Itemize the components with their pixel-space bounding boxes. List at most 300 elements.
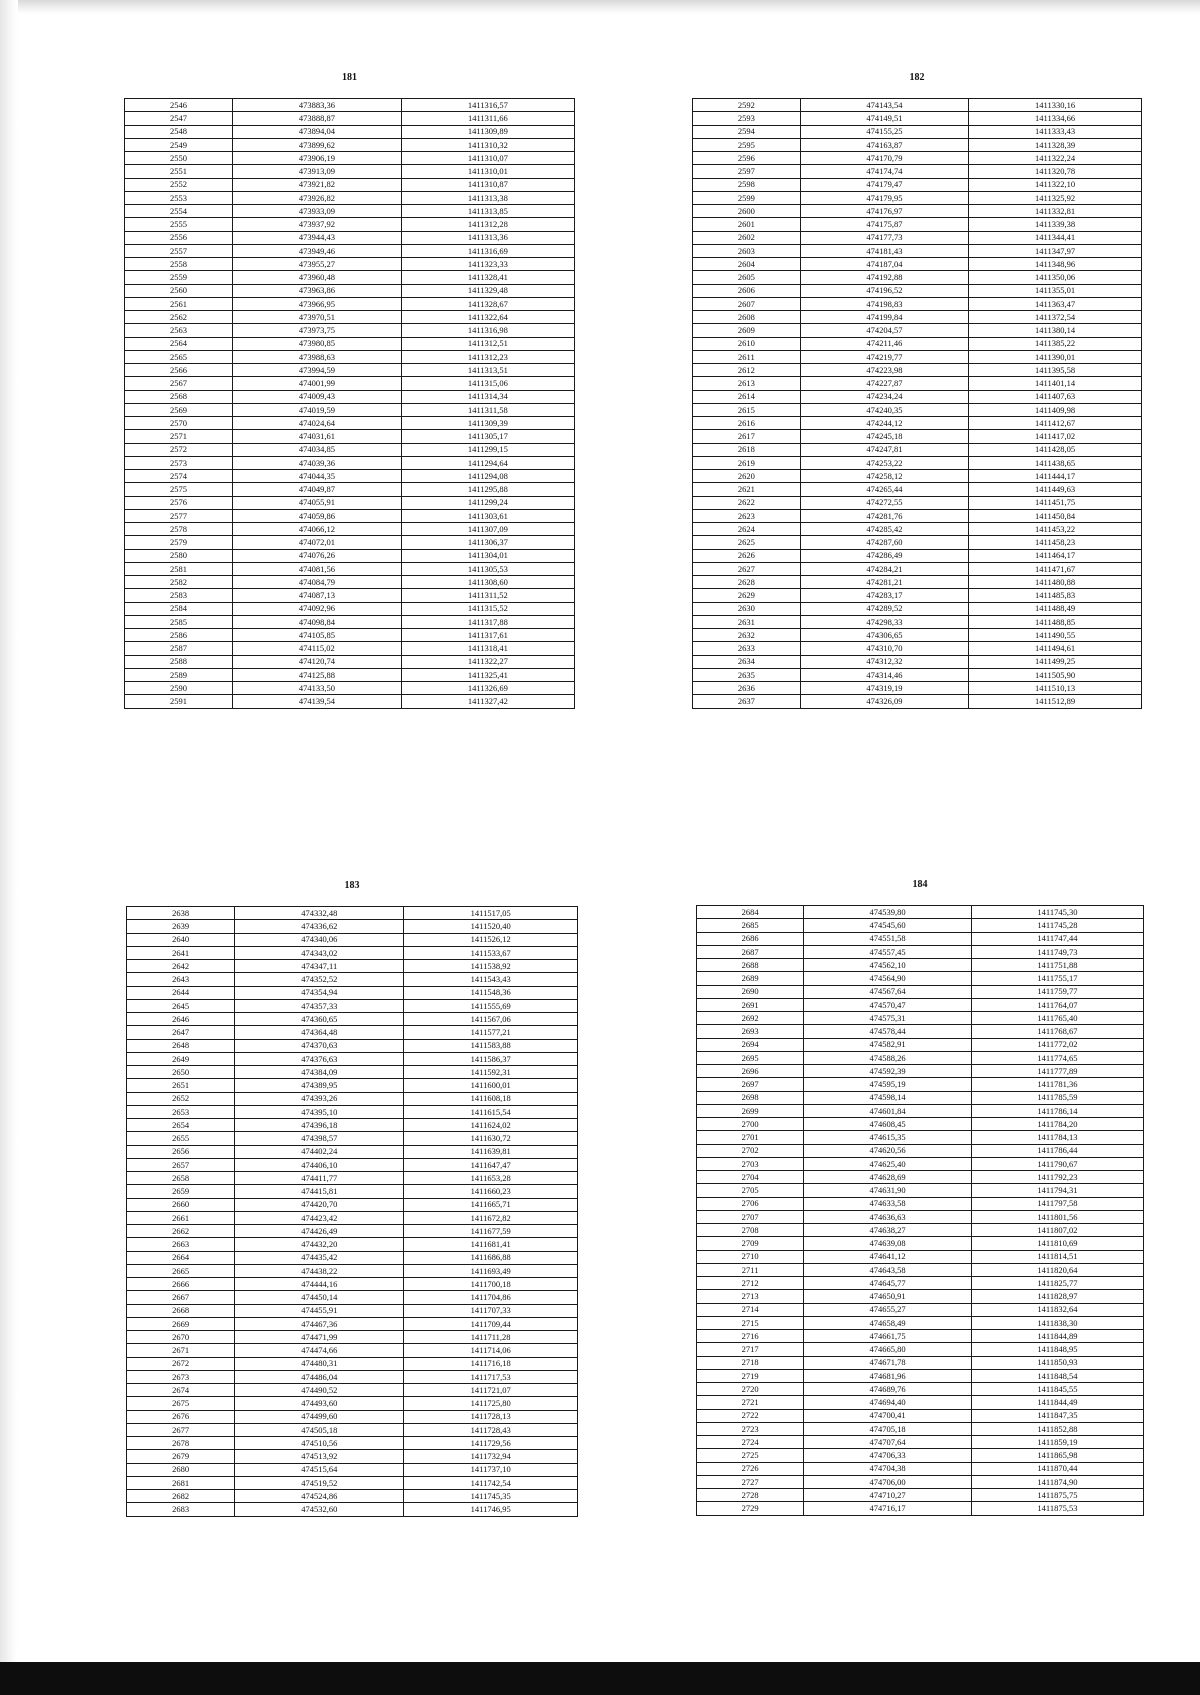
point-number-cell: 2684 [697,906,804,919]
y-coordinate-cell: 1411749,73 [971,945,1143,958]
x-coordinate-cell: 474175,87 [800,218,968,231]
y-coordinate-cell: 1411417,02 [969,430,1142,443]
table-row [693,536,1142,549]
x-coordinate-cell: 474245,18 [800,430,968,443]
y-coordinate-cell: 1411306,37 [401,536,574,549]
x-coordinate-cell: 474601,84 [804,1104,972,1117]
x-coordinate-cell: 474055,91 [233,496,402,509]
table-row [693,350,1142,363]
point-number-cell: 2549 [125,138,233,151]
y-coordinate-cell: 1411746,95 [404,1503,578,1516]
y-coordinate-cell: 1411660,23 [404,1185,578,1198]
point-number-cell: 2721 [697,1396,804,1409]
x-coordinate-cell: 474281,21 [800,576,968,589]
point-number-cell: 2634 [693,655,801,668]
x-coordinate-cell: 474467,36 [235,1317,404,1330]
y-coordinate-cell: 1411785,59 [971,1091,1143,1104]
point-number-cell: 2653 [127,1105,235,1118]
x-coordinate-cell: 474031,61 [233,430,402,443]
coordinates-table [124,98,575,709]
y-coordinate-cell: 1411845,55 [971,1383,1143,1396]
point-number-cell: 2562 [125,311,233,324]
y-coordinate-cell: 1411790,67 [971,1157,1143,1170]
point-number-cell: 2666 [127,1278,235,1291]
y-coordinate-cell: 1411784,20 [971,1118,1143,1131]
point-number-cell: 2702 [697,1144,804,1157]
point-number-cell: 2700 [697,1118,804,1131]
y-coordinate-cell: 1411348,96 [969,258,1142,271]
point-number-cell: 2688 [697,959,804,972]
table-row [127,1317,578,1330]
y-coordinate-cell: 1411764,07 [971,998,1143,1011]
x-coordinate-cell: 474524,86 [235,1490,404,1503]
table-row [127,1026,578,1039]
point-number-cell: 2575 [125,483,233,496]
table-row [697,1197,1144,1210]
x-coordinate-cell: 474286,49 [800,549,968,562]
table-row [697,1250,1144,1263]
table-row [125,311,575,324]
table-row [697,1025,1144,1038]
point-number-cell: 2699 [697,1104,804,1117]
point-number-cell: 2571 [125,430,233,443]
y-coordinate-cell: 1411786,44 [971,1144,1143,1157]
y-coordinate-cell: 1411490,55 [969,629,1142,642]
table-row [125,337,575,350]
y-coordinate-cell: 1411681,41 [404,1238,578,1251]
table-row [697,1290,1144,1303]
table-row [693,390,1142,403]
y-coordinate-cell: 1411711,28 [404,1331,578,1344]
point-number-cell: 2709 [697,1237,804,1250]
table-row [693,483,1142,496]
point-number-cell: 2646 [127,1013,235,1026]
table-row [697,1210,1144,1223]
scan-shadow-top [0,0,1200,14]
y-coordinate-cell: 1411310,07 [401,152,574,165]
x-coordinate-cell: 474155,25 [800,125,968,138]
x-coordinate-cell: 474444,16 [235,1278,404,1291]
y-coordinate-cell: 1411294,08 [401,470,574,483]
y-coordinate-cell: 1411608,18 [404,1092,578,1105]
table-row [127,1476,578,1489]
scan-shadow-left [0,0,18,1695]
y-coordinate-cell: 1411807,02 [971,1224,1143,1237]
table-row [693,311,1142,324]
table-row [125,377,575,390]
table-row [127,1132,578,1145]
table-row [125,523,575,536]
y-coordinate-cell: 1411583,88 [404,1039,578,1052]
y-coordinate-cell: 1411325,41 [401,668,574,681]
table-row [693,377,1142,390]
y-coordinate-cell: 1411555,69 [404,999,578,1012]
x-coordinate-cell: 473894,04 [233,125,402,138]
x-coordinate-cell: 474716,17 [804,1502,972,1515]
y-coordinate-cell: 1411310,01 [401,165,574,178]
x-coordinate-cell: 474608,45 [804,1118,972,1131]
point-number-cell: 2657 [127,1158,235,1171]
point-number-cell: 2701 [697,1131,804,1144]
table-row [693,297,1142,310]
point-number-cell: 2589 [125,668,233,681]
point-number-cell: 2559 [125,271,233,284]
x-coordinate-cell: 474049,87 [233,483,402,496]
y-coordinate-cell: 1411407,63 [969,390,1142,403]
x-coordinate-cell: 474098,84 [233,615,402,628]
point-number-cell: 2673 [127,1370,235,1383]
y-coordinate-cell: 1411517,05 [404,907,578,920]
table-row [127,920,578,933]
point-number-cell: 2718 [697,1356,804,1369]
y-coordinate-cell: 1411751,88 [971,959,1143,972]
x-coordinate-cell: 474532,60 [235,1503,404,1516]
x-coordinate-cell: 473937,92 [233,218,402,231]
table-row [127,1158,578,1171]
point-number-cell: 2593 [693,112,801,125]
y-coordinate-cell: 1411728,13 [404,1410,578,1423]
table-row [697,1065,1144,1078]
table-row [693,509,1142,522]
table-row [697,1475,1144,1488]
x-coordinate-cell: 474084,79 [233,576,402,589]
x-coordinate-cell: 474426,49 [235,1225,404,1238]
table-row [127,1225,578,1238]
x-coordinate-cell: 474639,08 [804,1237,972,1250]
table-row [125,615,575,628]
table-row [697,1303,1144,1316]
x-coordinate-cell: 474289,52 [800,602,968,615]
y-coordinate-cell: 1411313,51 [401,364,574,377]
point-number-cell: 2547 [125,112,233,125]
point-number-cell: 2665 [127,1264,235,1277]
x-coordinate-cell: 474179,95 [800,191,968,204]
x-coordinate-cell: 474001,99 [233,377,402,390]
point-number-cell: 2694 [697,1038,804,1051]
x-coordinate-cell: 473955,27 [233,258,402,271]
table-row [125,470,575,483]
point-number-cell: 2591 [125,695,233,708]
x-coordinate-cell: 474360,65 [235,1013,404,1026]
x-coordinate-cell: 473926,82 [233,191,402,204]
point-number-cell: 2566 [125,364,233,377]
table-row [697,1012,1144,1025]
table-row [127,933,578,946]
x-coordinate-cell: 474310,70 [800,642,968,655]
y-coordinate-cell: 1411329,48 [401,284,574,297]
y-coordinate-cell: 1411797,58 [971,1197,1143,1210]
table-row [125,430,575,443]
y-coordinate-cell: 1411745,30 [971,906,1143,919]
table-row [693,125,1142,138]
y-coordinate-cell: 1411317,88 [401,615,574,628]
table-row [125,695,575,708]
x-coordinate-cell: 474578,44 [804,1025,972,1038]
table-row [125,205,575,218]
point-number-cell: 2629 [693,589,801,602]
y-coordinate-cell: 1411810,69 [971,1237,1143,1250]
y-coordinate-cell: 1411693,49 [404,1264,578,1277]
y-coordinate-cell: 1411294,64 [401,456,574,469]
point-number-cell: 2723 [697,1422,804,1435]
x-coordinate-cell: 474034,85 [233,443,402,456]
y-coordinate-cell: 1411615,54 [404,1105,578,1118]
point-number-cell: 2561 [125,297,233,310]
point-number-cell: 2564 [125,337,233,350]
coordinates-table [126,906,578,1517]
x-coordinate-cell: 474326,09 [800,695,968,708]
y-coordinate-cell: 1411485,83 [969,589,1142,602]
point-number-cell: 2729 [697,1502,804,1515]
y-coordinate-cell: 1411677,59 [404,1225,578,1238]
x-coordinate-cell: 474181,43 [800,244,968,257]
y-coordinate-cell: 1411401,14 [969,377,1142,390]
x-coordinate-cell: 474595,19 [804,1078,972,1091]
point-number-cell: 2716 [697,1330,804,1343]
y-coordinate-cell: 1411759,77 [971,985,1143,998]
point-number-cell: 2652 [127,1092,235,1105]
y-coordinate-cell: 1411409,98 [969,403,1142,416]
x-coordinate-cell: 474493,60 [235,1397,404,1410]
y-coordinate-cell: 1411781,36 [971,1078,1143,1091]
table-row [693,218,1142,231]
x-coordinate-cell: 474125,88 [233,668,402,681]
table-row [125,271,575,284]
x-coordinate-cell: 474044,35 [233,470,402,483]
table-row [127,1291,578,1304]
y-coordinate-cell: 1411672,82 [404,1211,578,1224]
point-number-cell: 2692 [697,1012,804,1025]
x-coordinate-cell: 474411,77 [235,1172,404,1185]
x-coordinate-cell: 474393,26 [235,1092,404,1105]
y-coordinate-cell: 1411390,01 [969,350,1142,363]
table-row [693,668,1142,681]
point-number-cell: 2682 [127,1490,235,1503]
y-coordinate-cell: 1411848,54 [971,1369,1143,1382]
y-coordinate-cell: 1411316,57 [401,99,574,112]
y-coordinate-cell: 1411820,64 [971,1263,1143,1276]
table-row [125,297,575,310]
table-row [697,985,1144,998]
x-coordinate-cell: 474219,77 [800,350,968,363]
y-coordinate-cell: 1411512,89 [969,695,1142,708]
table-row [697,932,1144,945]
y-coordinate-cell: 1411311,58 [401,403,574,416]
x-coordinate-cell: 474575,31 [804,1012,972,1025]
table-row [125,165,575,178]
point-number-cell: 2585 [125,615,233,628]
x-coordinate-cell: 474450,14 [235,1291,404,1304]
point-number-cell: 2690 [697,985,804,998]
y-coordinate-cell: 1411737,10 [404,1463,578,1476]
table-row [127,1052,578,1065]
table-row [127,1066,578,1079]
x-coordinate-cell: 474163,87 [800,138,968,151]
x-coordinate-cell: 474039,36 [233,456,402,469]
y-coordinate-cell: 1411499,25 [969,655,1142,668]
point-number-cell: 2635 [693,668,801,681]
x-coordinate-cell: 474352,52 [235,973,404,986]
point-number-cell: 2654 [127,1119,235,1132]
y-coordinate-cell: 1411548,36 [404,986,578,999]
page-number: 183 [344,880,360,891]
table-row [697,959,1144,972]
x-coordinate-cell: 474192,88 [800,271,968,284]
x-coordinate-cell: 473949,46 [233,244,402,257]
y-coordinate-cell: 1411299,15 [401,443,574,456]
table-row [127,1185,578,1198]
table-row [127,1092,578,1105]
y-coordinate-cell: 1411533,67 [404,946,578,959]
x-coordinate-cell: 474370,63 [235,1039,404,1052]
point-number-cell: 2722 [697,1409,804,1422]
x-coordinate-cell: 474234,24 [800,390,968,403]
coordinates-table [692,98,1142,709]
point-number-cell: 2681 [127,1476,235,1489]
point-number-cell: 2727 [697,1475,804,1488]
table-row [697,906,1144,919]
x-coordinate-cell: 474019,59 [233,403,402,416]
point-number-cell: 2687 [697,945,804,958]
table-row [693,271,1142,284]
y-coordinate-cell: 1411505,90 [969,668,1142,681]
table-row [697,1436,1144,1449]
y-coordinate-cell: 1411850,93 [971,1356,1143,1369]
x-coordinate-cell: 474081,56 [233,562,402,575]
point-number-cell: 2661 [127,1211,235,1224]
point-number-cell: 2577 [125,509,233,522]
table-row [125,390,575,403]
y-coordinate-cell: 1411438,65 [969,456,1142,469]
x-coordinate-cell: 474395,10 [235,1105,404,1118]
point-number-cell: 2620 [693,470,801,483]
point-number-cell: 2548 [125,125,233,138]
table-row [127,1304,578,1317]
point-number-cell: 2623 [693,509,801,522]
y-coordinate-cell: 1411480,88 [969,576,1142,589]
x-coordinate-cell: 474179,47 [800,178,968,191]
x-coordinate-cell: 474265,44 [800,483,968,496]
x-coordinate-cell: 474499,60 [235,1410,404,1423]
table-row [697,919,1144,932]
point-number-cell: 2553 [125,191,233,204]
table-row [125,655,575,668]
y-coordinate-cell: 1411458,23 [969,536,1142,549]
table-row [127,1450,578,1463]
coordinates-table [696,905,1144,1516]
point-number-cell: 2676 [127,1410,235,1423]
y-coordinate-cell: 1411344,41 [969,231,1142,244]
point-number-cell: 2568 [125,390,233,403]
y-coordinate-cell: 1411838,30 [971,1316,1143,1329]
x-coordinate-cell: 474423,42 [235,1211,404,1224]
y-coordinate-cell: 1411428,05 [969,443,1142,456]
x-coordinate-cell: 474187,04 [800,258,968,271]
x-coordinate-cell: 474650,91 [804,1290,972,1303]
table-row [693,523,1142,536]
y-coordinate-cell: 1411847,35 [971,1409,1143,1422]
x-coordinate-cell: 474143,54 [800,99,968,112]
point-number-cell: 2637 [693,695,801,708]
point-number-cell: 2664 [127,1251,235,1264]
y-coordinate-cell: 1411304,01 [401,549,574,562]
y-coordinate-cell: 1411543,43 [404,973,578,986]
x-coordinate-cell: 474177,73 [800,231,968,244]
x-coordinate-cell: 474284,21 [800,562,968,575]
x-coordinate-cell: 474471,99 [235,1331,404,1344]
point-number-cell: 2704 [697,1171,804,1184]
y-coordinate-cell: 1411577,21 [404,1026,578,1039]
x-coordinate-cell: 474643,58 [804,1263,972,1276]
y-coordinate-cell: 1411852,88 [971,1422,1143,1435]
y-coordinate-cell: 1411765,40 [971,1012,1143,1025]
point-number-cell: 2594 [693,125,801,138]
x-coordinate-cell: 473966,95 [233,297,402,310]
table-row [697,1184,1144,1197]
x-coordinate-cell: 474598,14 [804,1091,972,1104]
x-coordinate-cell: 474120,74 [233,655,402,668]
y-coordinate-cell: 1411385,22 [969,337,1142,350]
point-number-cell: 2713 [697,1290,804,1303]
x-coordinate-cell: 474285,42 [800,523,968,536]
y-coordinate-cell: 1411315,06 [401,377,574,390]
x-coordinate-cell: 474420,70 [235,1198,404,1211]
point-number-cell: 2557 [125,244,233,257]
y-coordinate-cell: 1411870,44 [971,1462,1143,1475]
y-coordinate-cell: 1411317,61 [401,629,574,642]
table-row [693,576,1142,589]
x-coordinate-cell: 474474,66 [235,1344,404,1357]
y-coordinate-cell: 1411328,67 [401,297,574,310]
point-number-cell: 2685 [697,919,804,932]
point-number-cell: 2671 [127,1344,235,1357]
point-number-cell: 2617 [693,430,801,443]
point-number-cell: 2656 [127,1145,235,1158]
x-coordinate-cell: 473973,75 [233,324,402,337]
y-coordinate-cell: 1411647,47 [404,1158,578,1171]
point-number-cell: 2624 [693,523,801,536]
point-number-cell: 2667 [127,1291,235,1304]
x-coordinate-cell: 474641,12 [804,1250,972,1263]
point-number-cell: 2638 [127,907,235,920]
y-coordinate-cell: 1411774,65 [971,1051,1143,1064]
table-row [697,1277,1144,1290]
x-coordinate-cell: 474545,60 [804,919,972,932]
table-row [693,655,1142,668]
table-row [125,642,575,655]
y-coordinate-cell: 1411372,54 [969,311,1142,324]
y-coordinate-cell: 1411630,72 [404,1132,578,1145]
y-coordinate-cell: 1411717,53 [404,1370,578,1383]
y-coordinate-cell: 1411745,28 [971,919,1143,932]
table-row [125,218,575,231]
point-number-cell: 2613 [693,377,801,390]
point-number-cell: 2603 [693,244,801,257]
table-row [127,999,578,1012]
table-row [125,112,575,125]
x-coordinate-cell: 474170,79 [800,152,968,165]
x-coordinate-cell: 474283,17 [800,589,968,602]
table-row [125,417,575,430]
x-coordinate-cell: 474661,75 [804,1330,972,1343]
x-coordinate-cell: 474658,49 [804,1316,972,1329]
point-number-cell: 2627 [693,562,801,575]
y-coordinate-cell: 1411311,66 [401,112,574,125]
point-number-cell: 2612 [693,364,801,377]
x-coordinate-cell: 474567,64 [804,985,972,998]
point-number-cell: 2550 [125,152,233,165]
y-coordinate-cell: 1411309,89 [401,125,574,138]
